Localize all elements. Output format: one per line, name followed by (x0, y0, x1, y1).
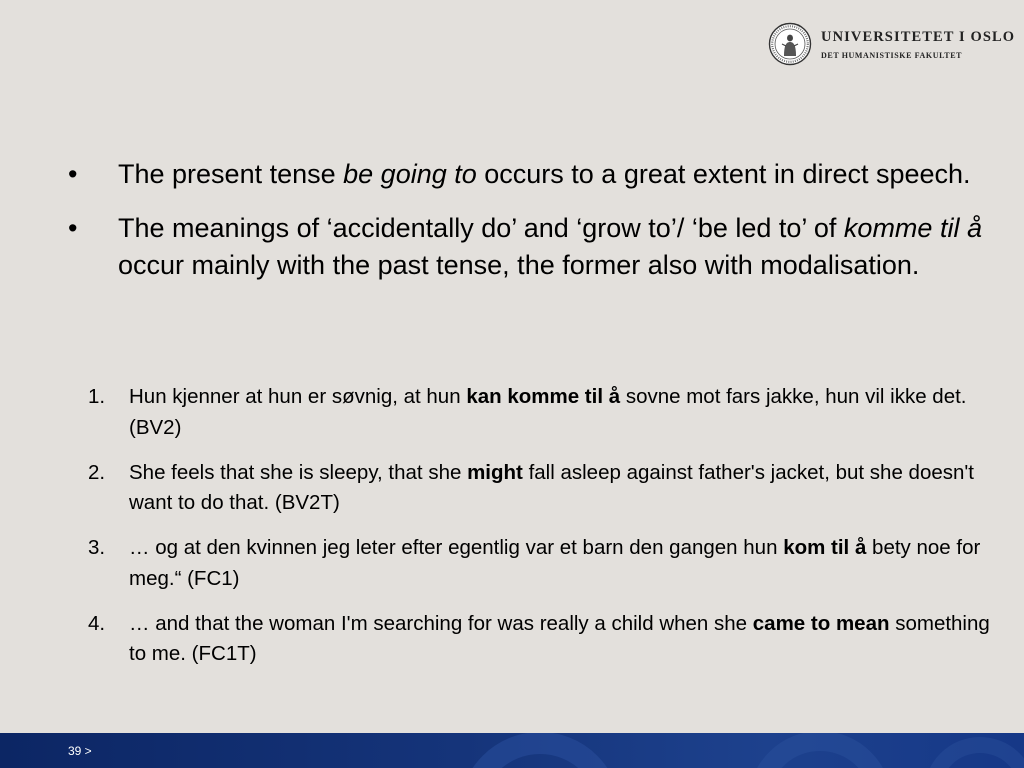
example-item (88, 609, 998, 670)
bullet-item (64, 210, 1004, 284)
bullet-marker: • (68, 213, 78, 243)
university-logo (768, 22, 1016, 74)
example-number: 2. (88, 460, 106, 484)
text-segment-bold: came to mean (752, 611, 890, 635)
text-segment: The meanings of ‘accidentally do’ and ‘grow to’/ ‘be led to’ of (118, 213, 844, 243)
bullet-marker: • (68, 159, 78, 189)
text-segment: … and that the woman I'm searching for was really a child when she (129, 611, 753, 635)
text-segment-bold: kan komme til å (466, 385, 621, 408)
text-segment: She feels that she is sleepy, that she (129, 460, 468, 484)
university-seal-icon (768, 22, 812, 66)
text-segment: sovne mot fars jakke, hun vil ikke det. (BV2) (129, 385, 967, 439)
text-segment: bety noe for meg.“ (FC1) (129, 536, 981, 590)
text-segment-bold: might (467, 460, 523, 484)
example-number: 3. (88, 536, 106, 559)
footer-decoration (0, 733, 1024, 768)
example-list (88, 382, 998, 684)
bullet-item (64, 156, 1004, 193)
bullet-list (64, 156, 1004, 301)
example-item (88, 533, 998, 594)
text-segment: occur mainly with the past tense, the former also with modalisation. (118, 250, 920, 280)
text-segment-bold: kom til å (783, 536, 867, 559)
example-number: 1. (88, 385, 106, 408)
text-segment-italic: komme til å (843, 213, 982, 243)
text-segment: occurs to a great extent in direct speech. (476, 159, 971, 189)
logo-subtitle: DET HUMANISTISKE FAKULTET (821, 51, 963, 60)
example-item (88, 382, 998, 443)
example-item (88, 458, 998, 519)
text-segment: Hun kjenner at hun er søvnig, at hun (129, 385, 467, 408)
text-segment: something to me. (FC1T) (129, 611, 990, 665)
logo-title: UNIVERSITETET I OSLO (821, 29, 1016, 45)
text-segment: The present tense (118, 159, 344, 189)
page-number-link[interactable]: 39 > (68, 744, 92, 758)
text-segment: … og at den kvinnen jeg leter efter egentlig var et barn den gangen hun (129, 536, 784, 559)
example-number: 4. (88, 611, 106, 635)
text-segment: fall asleep against father's jacket, but she doesn't want to do that. (BV2T) (129, 460, 975, 514)
text-segment-italic: be going to (343, 159, 477, 189)
footer-bar (0, 733, 1024, 768)
